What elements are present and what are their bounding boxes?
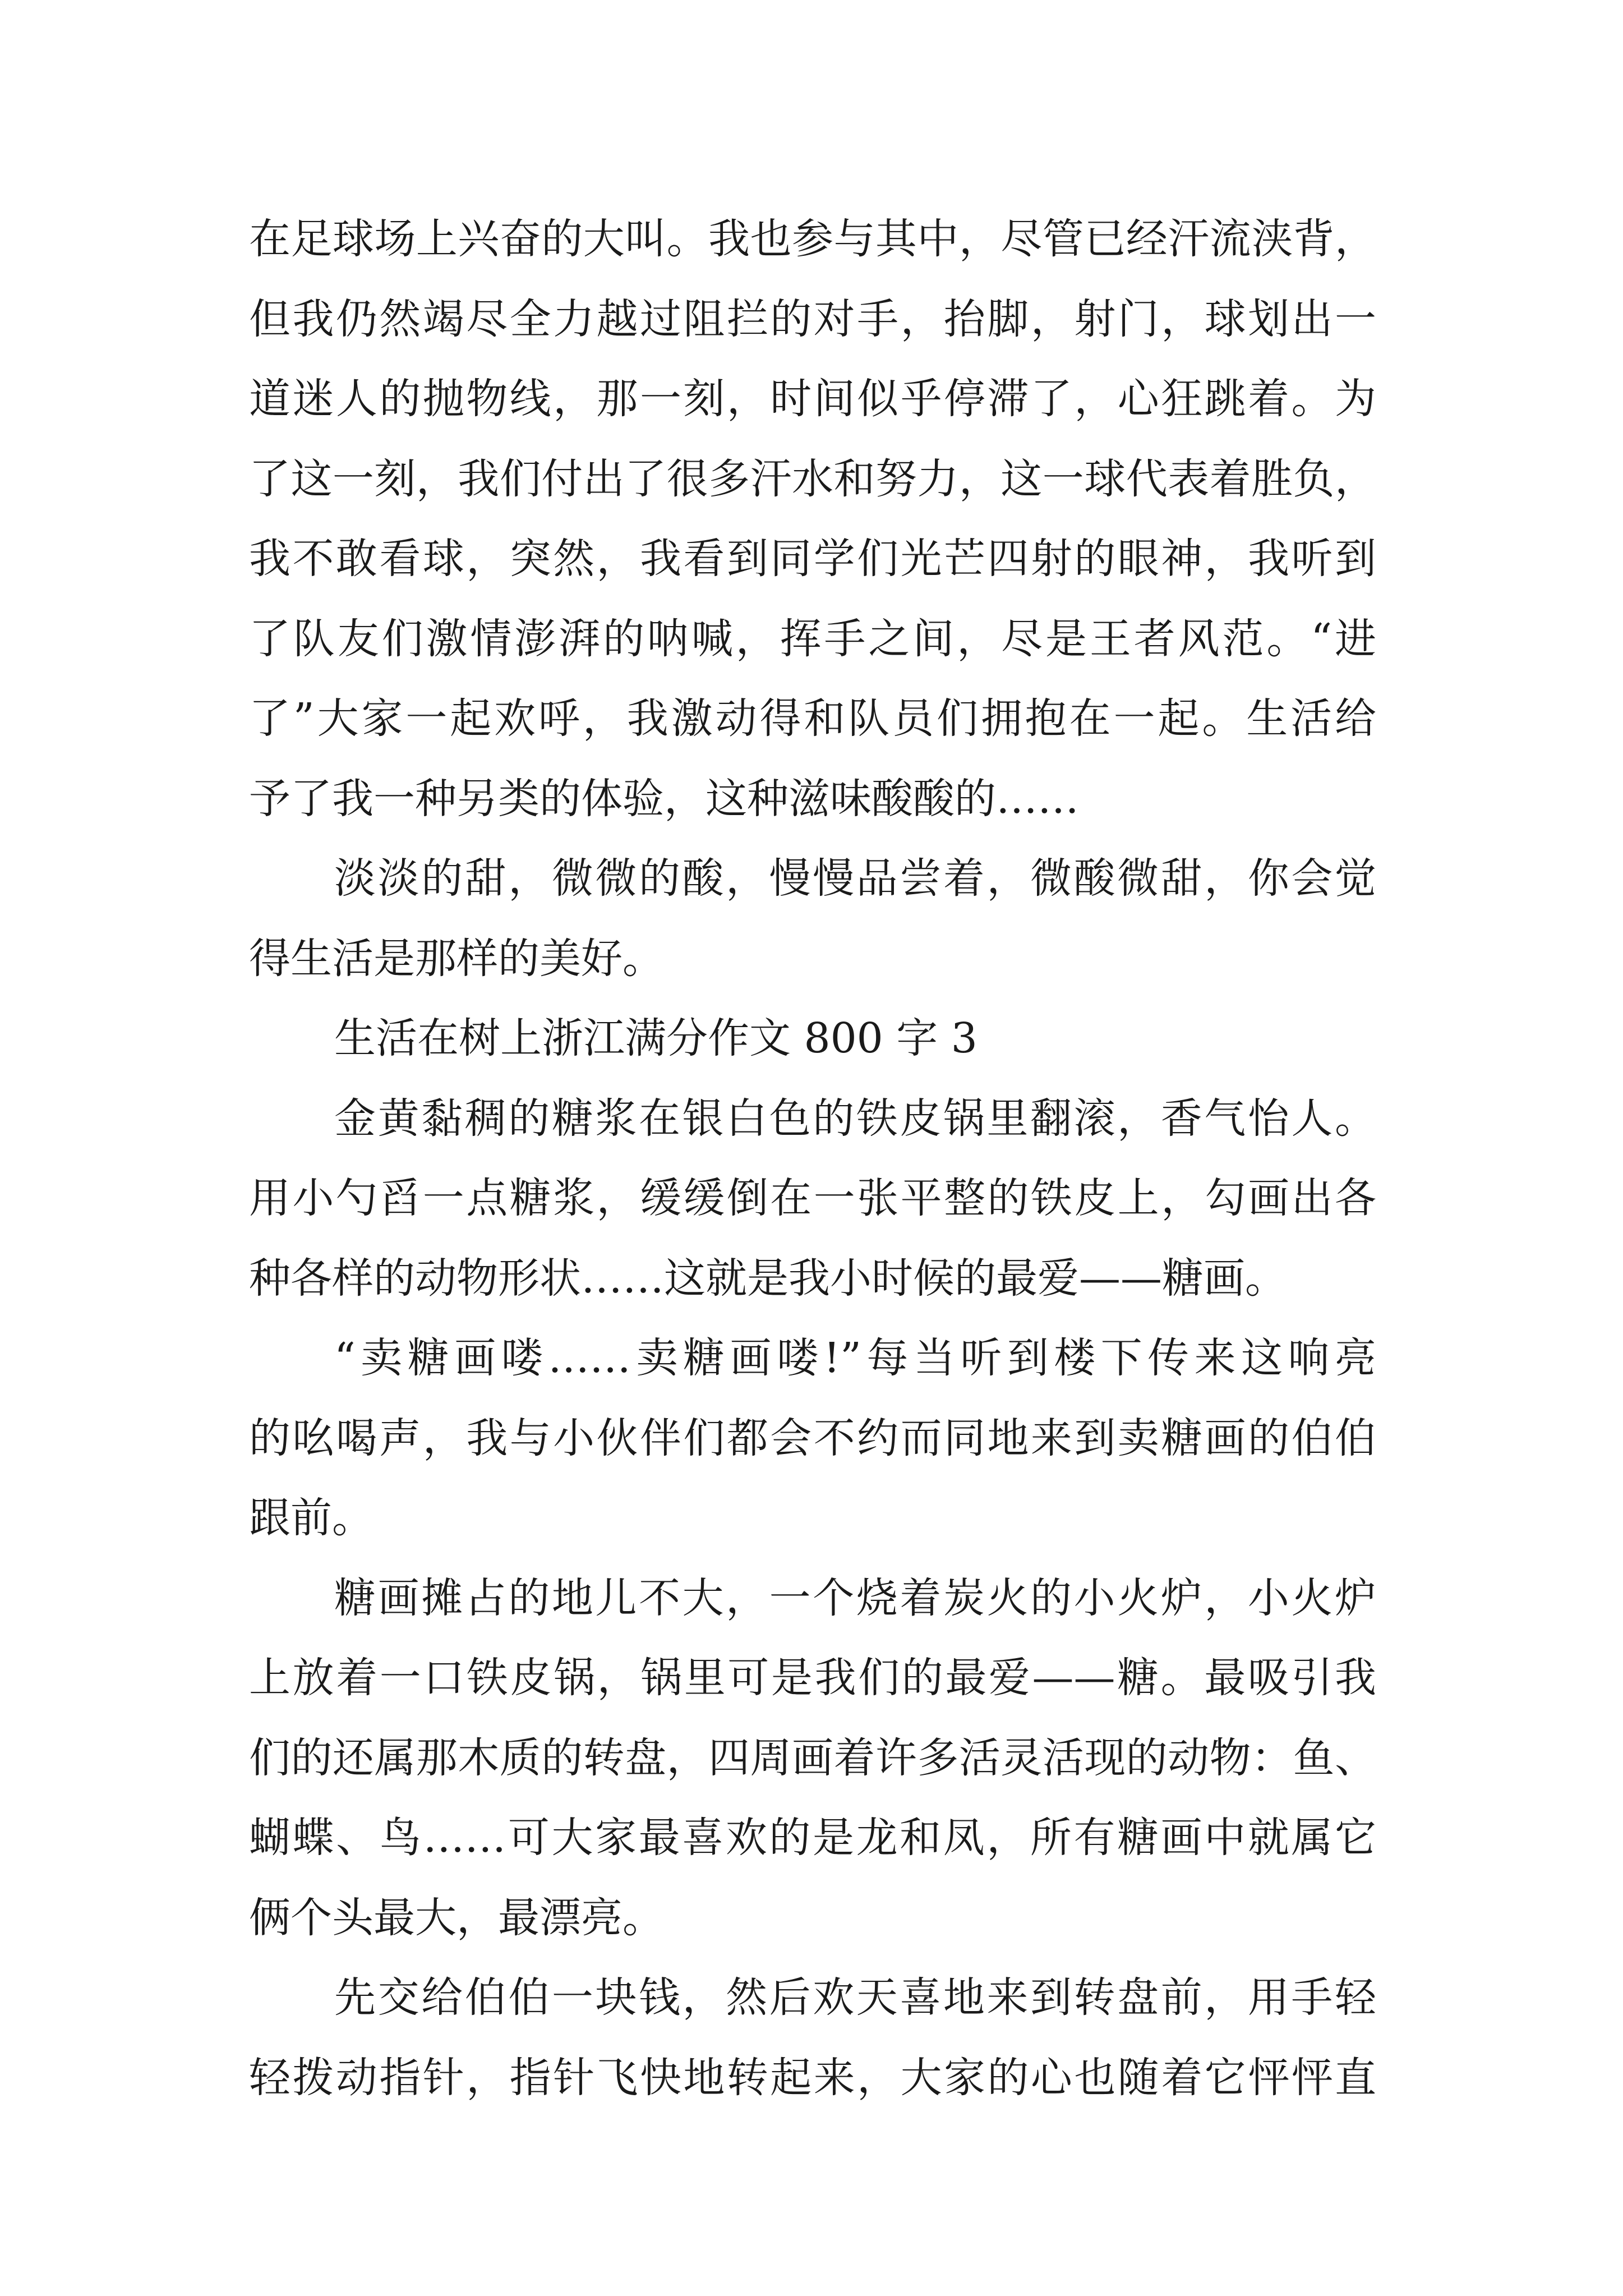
text-line: 上放着一口铁皮锅，锅里可是我们的最爱——糖。最吸引我 [249,1654,1376,1702]
text-line: 们的还属那木质的转盘，四周画着许多活灵活现的动物：鱼、 [249,1733,1376,1782]
text-line: 得生活是那样的美好。 [249,934,664,983]
text-line: 但我仍然竭尽全力越过阻拦的对手，抬脚，射门，球划出一 [249,295,1376,343]
text-line: 轻拨动指针，指针飞快地转起来，大家的心也随着它怦怦直 [249,2053,1376,2102]
text-line: 跟前。 [249,1494,374,1542]
paragraph-first-line: 先交给伯伯一块钱，然后欢天喜地来到转盘前，用手轻 [334,1973,1376,2022]
text-line: 用小勺舀一点糖浆，缓缓倒在一张平整的铁皮上，勾画出各 [249,1174,1376,1222]
text-line: 在足球场上兴奋的大叫。我也参与其中，尽管已经汗流浃背， [249,215,1376,263]
section-heading: 生活在树上浙江满分作文 800 字 3 [334,1014,978,1062]
text-line: 种各样的动物形状……这就是我小时候的最爱——糖画。 [249,1254,1287,1303]
text-line: 了队友们激情澎湃的呐喊，挥手之间，尽是王者风范。“进 [249,614,1376,663]
text-line: 予了我一种另类的体验，这种滋味酸酸的…… [249,774,1079,823]
text-line: 蝴蝶、鸟……可大家最喜欢的是龙和凤，所有糖画中就属它 [249,1814,1376,1862]
text-line: 的吆喝声，我与小伙伴们都会不约而同地来到卖糖画的伯伯 [249,1414,1376,1462]
text-line: 俩个头最大，最漂亮。 [249,1893,664,1942]
text-line: 了”大家一起欢呼，我激动得和队员们拥抱在一起。生活给 [249,694,1376,743]
text-line: 了这一刻，我们付出了很多汗水和努力，这一球代表着胜负， [249,454,1376,503]
body-text [249,199,1376,2118]
paragraph-first-line: “卖糖画喽……卖糖画喽!”每当听到楼下传来这响亮 [334,1334,1376,1382]
paragraph-first-line: 金黄黏稠的糖浆在银白色的铁皮锅里翻滚，香气怡人。 [334,1094,1376,1143]
paragraph-first-line: 糖画摊占的地儿不大，一个烧着炭火的小火炉，小火炉 [334,1573,1376,1622]
text-line: 我不敢看球，突然，我看到同学们光芒四射的眼神，我听到 [249,535,1376,583]
paragraph-first-line: 淡淡的甜，微微的酸，慢慢品尝着，微酸微甜，你会觉 [334,854,1376,903]
text-line: 道迷人的抛物线，那一刻，时间似乎停滞了，心狂跳着。为 [249,375,1376,423]
